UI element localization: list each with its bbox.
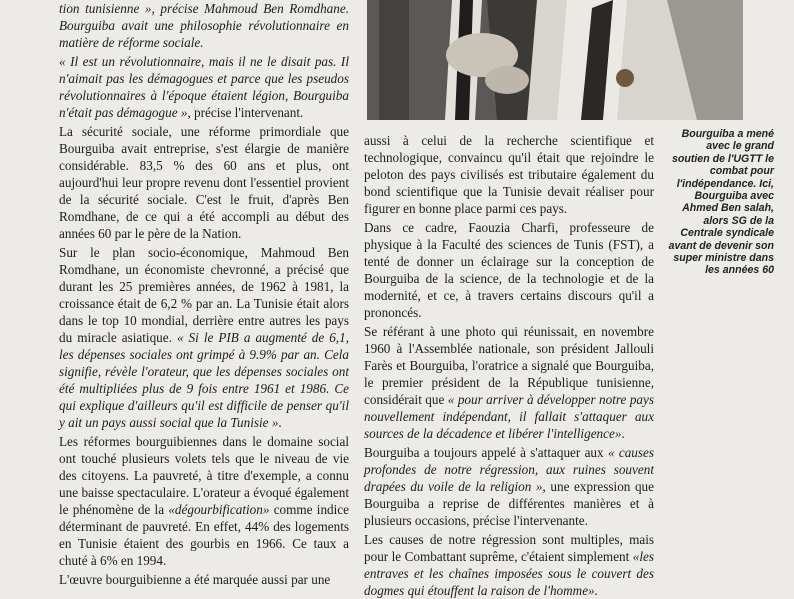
paragraph: aussi à celui de la recherche scientifique et technologique, convaincu qu'il était que rejoindre le peloton des pays civilisés est tributaire également du bond scientifique que la Tunisie devait réaliser pour figurer en bonne place parmi ces pays. bbox=[364, 133, 654, 216]
paragraph: « Il est un révolutionnaire, mais il ne le disait pas. Il n'aimait pas les démagogues et parce que les pseudos révolutionnaires à l'époque étaient légion, Bourguiba n'était pas démagogue », précise l'intervenant. bbox=[59, 54, 349, 120]
photo-caption: Bourguiba a mené avec le grand soutien de l'UGTT le combat pour l'indépendance. Ici, Bourguiba avec Ahmed Ben salah, alors SG de la Centrale syndicale avant de devenir son super ministre dans les années 60 bbox=[668, 128, 774, 277]
paragraph: Dans ce cadre, Faouzia Charfi, professeure de physique à la Faculté des sciences de Tunis (FST), a tenté de donner un éclairage sur la conception de Bourguiba de la science, de la technologie et de la modernité, et ce, à travers certains discours qu'il a prononcés. bbox=[364, 220, 654, 320]
paragraph: tion tunisienne », précise Mahmoud Ben Romdhane. Bourguiba avait une philosophie révolutionnaire en matière de réforme sociale. bbox=[59, 1, 349, 50]
paragraph: L'œuvre bourguibienne a été marquée aussi par une bbox=[59, 572, 331, 587]
paragraph: Les causes de notre régression sont multiples, mais pour le Combattant suprême, c'étaient simplement «les entraves et les chaînes imposées sous le couvert des dogmes qui étouffent la raison de l'homme». bbox=[364, 532, 655, 598]
paragraph: Se référant à une photo qui réunissait, en novembre 1960 à l'Assemblée nationale, son président Jallouli Farès et Bourguiba, l'oratrice a signalé que Bourguiba, le premier président de la République tunisienne, considérait que « pour arriver à développer notre pays nouvellement indépendant, il fallait s'attaquer aux sources de la décadence et libérer l'intelligence». bbox=[364, 324, 654, 441]
historical-photo bbox=[367, 0, 743, 120]
paragraph: Les réformes bourguibiennes dans le domaine social ont touché plusieurs volets tels que le niveau de vie des citoyens. La pauvreté, à titre d'exemple, a connu une baisse spectaculaire. L'orateur a évoqué également le phénomène de la «dégourbification» comme indice déterminant de pauvreté. En effet, 44% des logements en Tunisie étaient des gourbis en 1966. Ce taux a chuté à 6% en 1994. bbox=[59, 434, 350, 568]
left-text-column bbox=[59, 0, 350, 587]
photo-illustration bbox=[367, 0, 743, 120]
middle-text-column bbox=[364, 132, 655, 598]
paragraph: Bourguiba a toujours appelé à s'attaquer aux « causes profondes de notre régression, aux ruines souvent drapées du voile de la religion », une expression que Bourguiba a reprise de différentes manières et à plusieurs occasions, précise l'intervenante. bbox=[364, 445, 655, 528]
paragraph: La sécurité sociale, une réforme primordiale que Bourguiba avait entreprise, s'est élargie de manière considérable. 83,5 % des 60 ans et plus, ont aujourd'hui leur propre revenu dont l'essentiel provient de la sécurité sociale. C'est le fruit, d'après Ben Romdhane, de ce qui a été accompli au début des années 60 par le père de la Nation. bbox=[59, 124, 349, 241]
paragraph: Sur le plan socio-économique, Mahmoud Ben Romdhane, un économiste chevronné, a précisé que durant les 25 premières années, de 1962 à 1981, la croissance était de 6,2 % par an. La Tunisie était alors dans le top 10 mondial, derrière entre autres les pays du miracle asiatique. « Si le PIB a augmenté de 6,1, les dépenses sociales ont grimpé à 9.9% par an. Cela signifie, révèle l'orateur, que les dépenses sociales ont été multipliées plus de 9 fois entre 1961 et 1986. Ce qui explique d'ailleurs qu'il est difficile de penser qu'il y ait un pays aussi social que la Tunisie ». bbox=[59, 245, 349, 430]
